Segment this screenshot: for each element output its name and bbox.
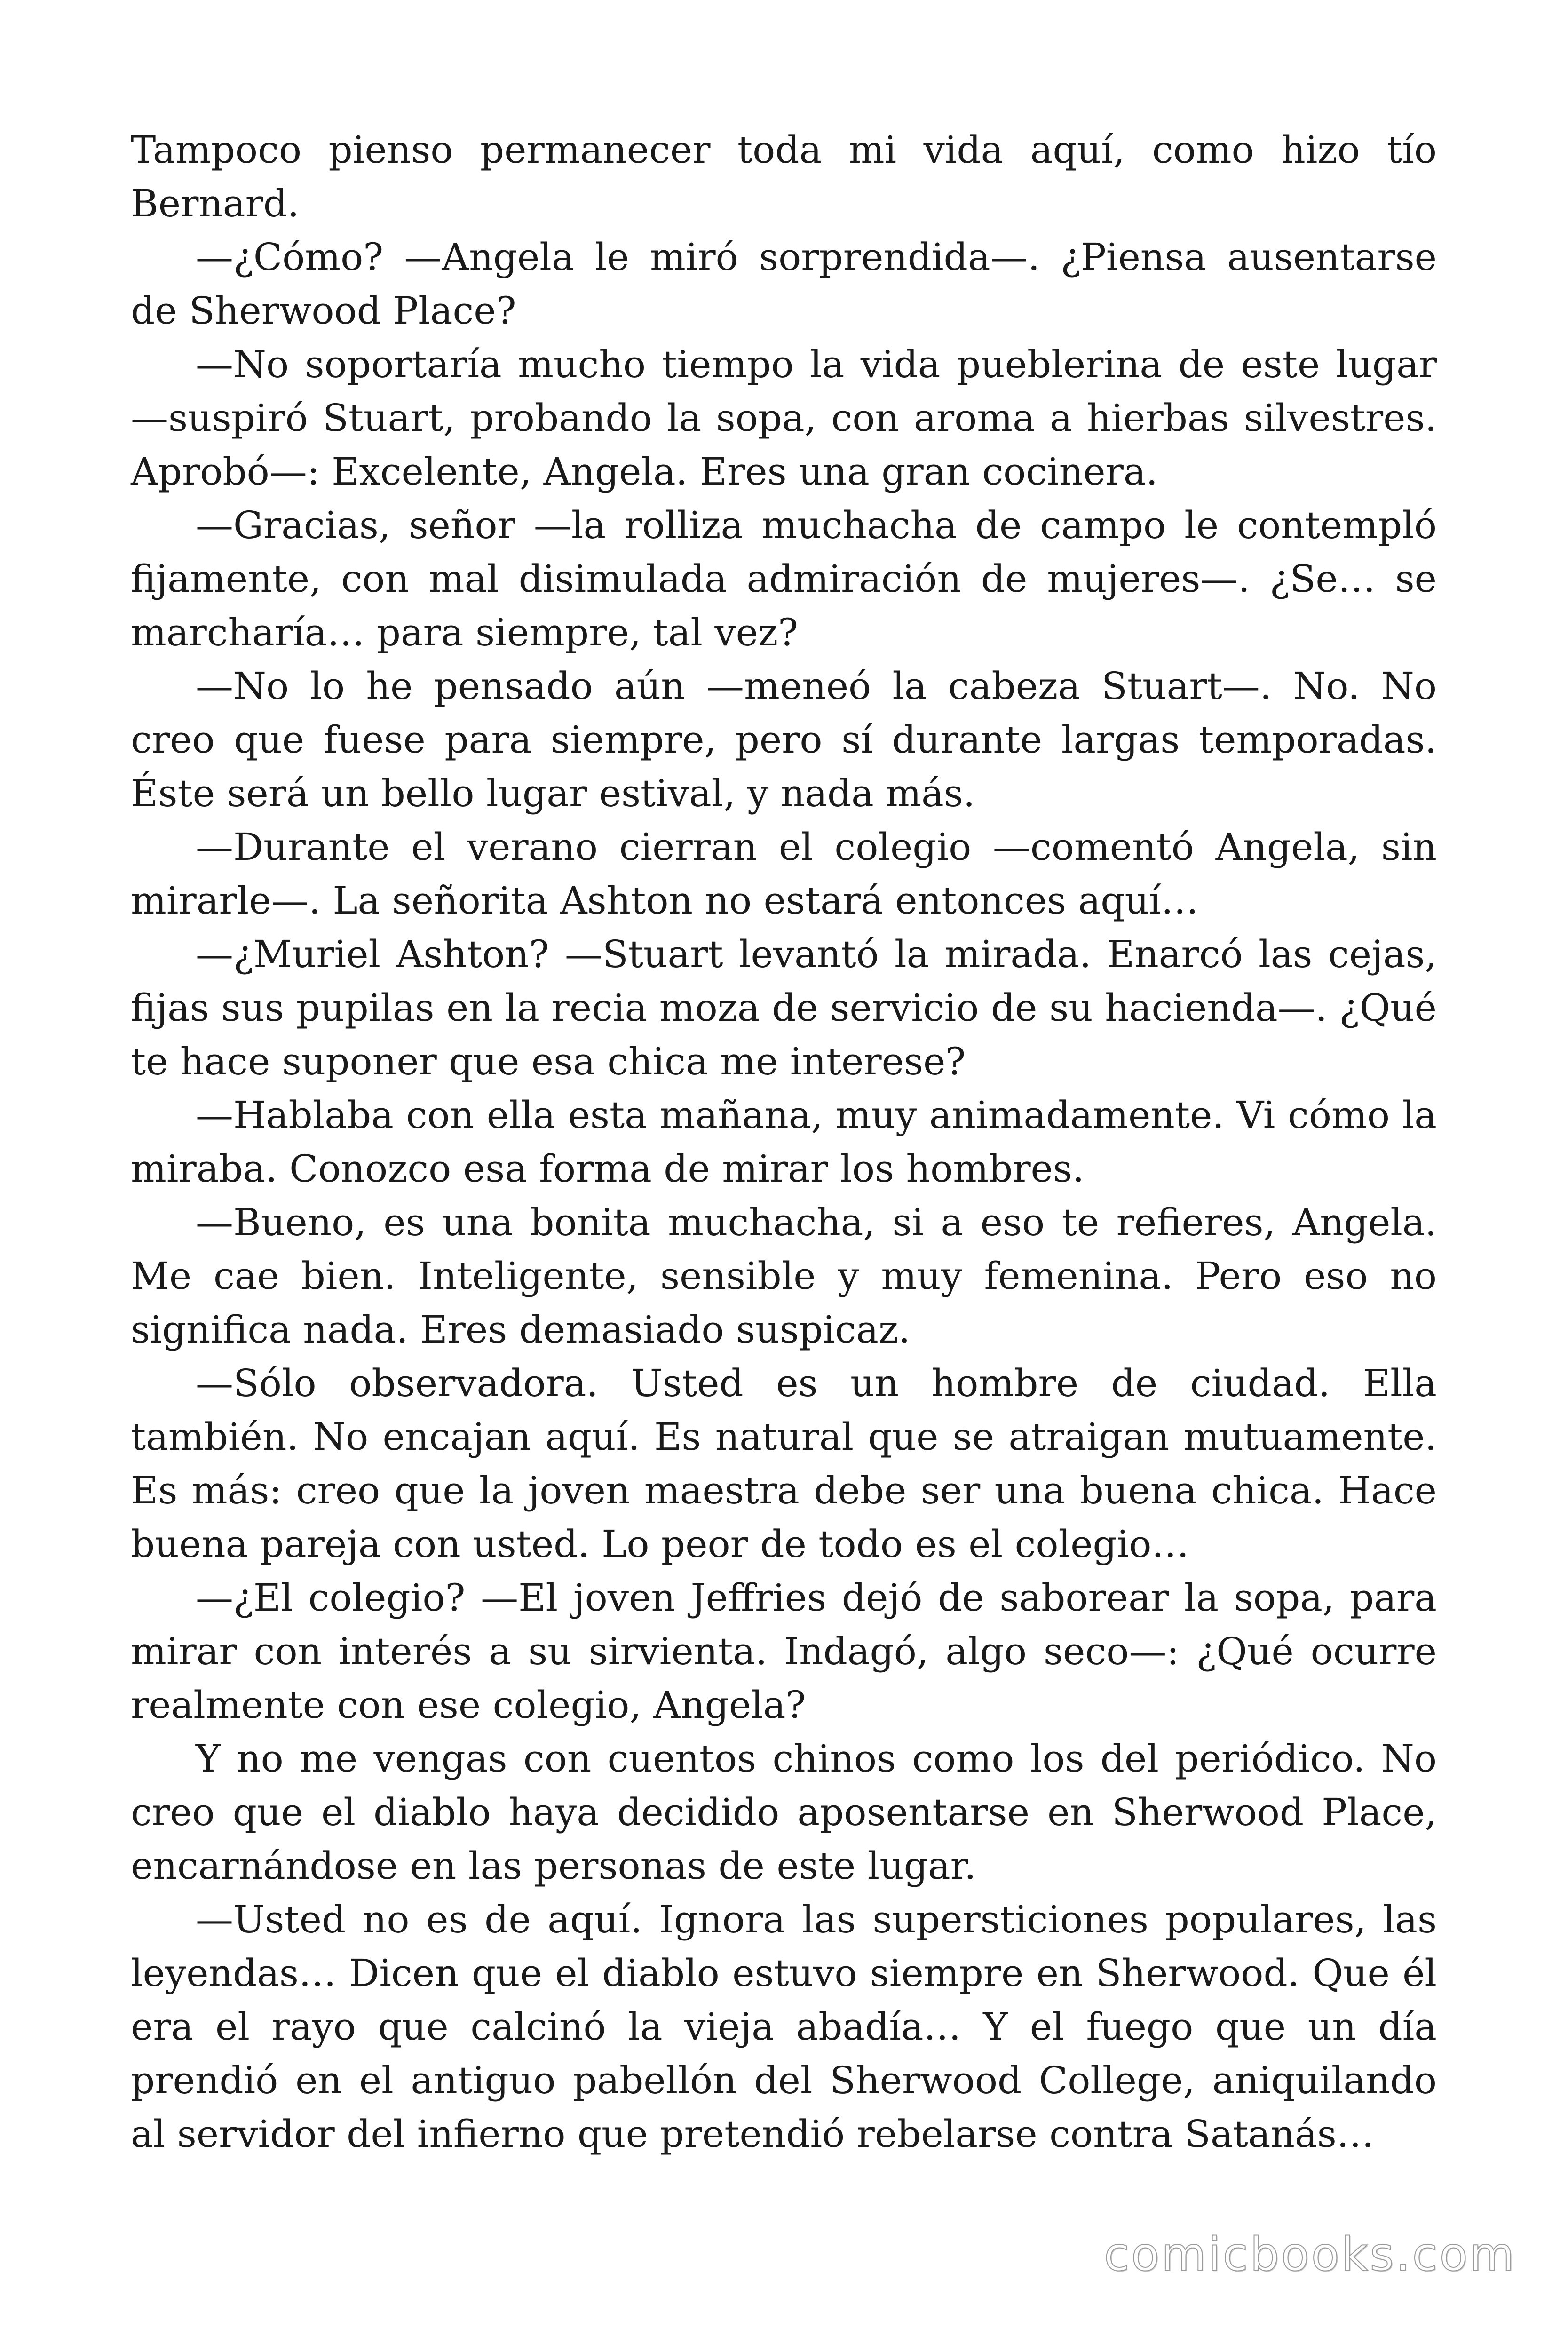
paragraph: —No soportaría mucho tiempo la vida pueblerina de este lugar —suspiró Stuart, probando la sopa, con aroma a hierbas silvestres. Aprobó—: Excelente, Angela. Eres una gran cocinera.: [131, 342, 1437, 493]
watermark: comicbooks.com: [1104, 2228, 1516, 2281]
paragraph: —Usted no es de aquí. Ignora las supersticiones populares, las leyendas… Dicen que el diablo estuvo siempre en Sherwood. Que él era el rayo que calcinó la vieja abadía… Y el fuego que un día prendió en el antiguo pabellón del Sherwood College, aniquilando al servidor del infierno que pretendió rebelarse contra Satanás…: [131, 1898, 1437, 2156]
paragraph: —No lo he pensado aún —meneó la cabeza Stuart—. No. No creo que fuese para siempre, pero sí durante largas temporadas. Éste será un bello lugar estival, y nada más.: [131, 664, 1437, 815]
paragraph: —Sólo observadora. Usted es un hombre de ciudad. Ella también. No encajan aquí. Es natural que se atraigan mutuamente. Es más: creo que la joven maestra debe ser una buena chica. Hace buena pareja con usted. Lo peor de todo es el colegio…: [131, 1361, 1437, 1566]
paragraph: —Hablaba con ella esta mañana, muy animadamente. Vi cómo la miraba. Conozco esa forma de mirar los hombres.: [131, 1093, 1437, 1191]
paragraph: Tampoco pienso permanecer toda mi vida aquí, como hizo tío Bernard.: [131, 128, 1437, 225]
paragraph: —¿El colegio? —El joven Jeffries dejó de saborear la sopa, para mirar con interés a su sirvienta. Indagó, algo seco—: ¿Qué ocurre realmente con ese colegio, Angela?: [131, 1576, 1437, 1727]
paragraph: —¿Muriel Ashton? —Stuart levantó la mirada. Enarcó las cejas, fijas sus pupilas en la recia moza de servicio de su hacienda—. ¿Qué te hace suponer que esa chica me interese?: [131, 932, 1437, 1083]
paragraph: —Durante el verano cierran el colegio —comentó Angela, sin mirarle—. La señorita Ashton no estará entonces aquí…: [131, 825, 1437, 922]
paragraph: —¿Cómo? —Angela le miró sorprendida—. ¿Piensa ausentarse de Sherwood Place?: [131, 235, 1437, 333]
paragraph: —Gracias, señor —la rolliza muchacha de campo le contempló fijamente, con mal disimulada admiración de mujeres—. ¿Se… se marcharía… para siempre, tal vez?: [131, 503, 1437, 654]
body-text: [131, 123, 1437, 2161]
paragraph: Y no me vengas con cuentos chinos como los del periódico. No creo que el diablo haya decidido aposentarse en Sherwood Place, encarnándose en las personas de este lugar.: [131, 1737, 1437, 1888]
paragraph: —Bueno, es una bonita muchacha, si a eso te refieres, Angela. Me cae bien. Inteligente, sensible y muy femenina. Pero eso no significa nada. Eres demasiado suspicaz.: [131, 1200, 1437, 1351]
